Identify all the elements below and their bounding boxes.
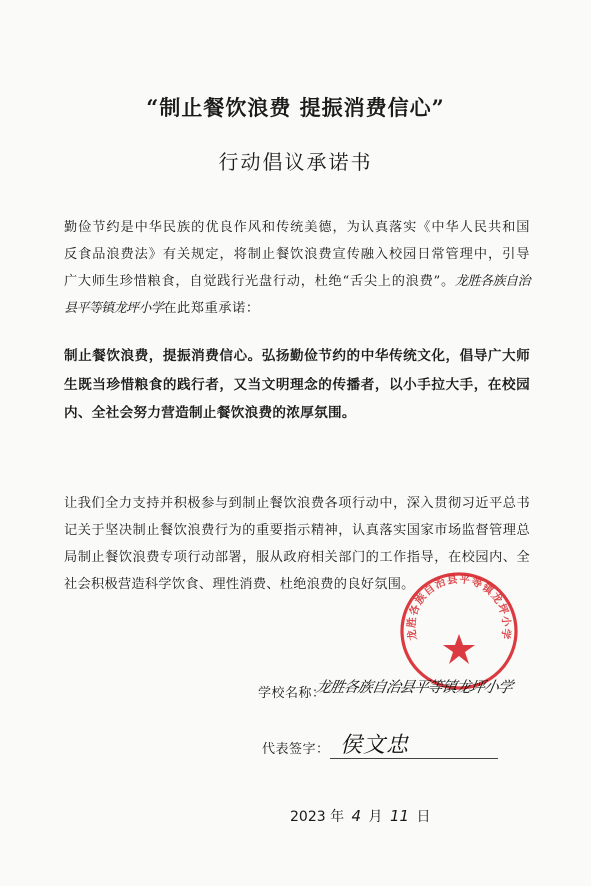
date-month-unit: 月 [368, 809, 383, 825]
official-seal-icon [398, 570, 520, 692]
school-name-label: 学校名称： [258, 686, 326, 701]
date-month: 4 [351, 807, 362, 825]
school-name-handwritten: 龙胜各族自治县平等镇龙坪小学 [314, 678, 514, 696]
representative-signature-label: 代表签字： [262, 742, 330, 757]
document-date [290, 806, 431, 826]
representative-signature: 侯文忠 [340, 733, 410, 758]
paragraph-intro-text: 勤俭节约是中华民族的优良作风和传统美德，为认真落实《中华人民共和国反食品浪费法》有关规定，将制止餐饮浪费宣传融入校园日常管理中，引导广大师生珍惜粮食，自觉践行光盘行动，杜绝“舌尖上的浪费”。 [64, 220, 530, 289]
handwritten-school-name-inline: 龙胜各族自治县平等镇龙坪小学 [64, 274, 530, 316]
document-title: “制止餐饮浪费 提振消费信心” [146, 95, 445, 120]
date-day-unit: 日 [416, 809, 431, 825]
paragraph-commitment: 制止餐饮浪费，提振消费信心。弘扬勤俭节约的中华传统文化，倡导广大师生既当珍惜粮食的践行者，又当文明理念的传播者，以小手拉大手，在校园内、全社会努力营造制止餐饮浪费的浓厚氛围。 [64, 348, 530, 421]
paragraph-intro-promise: 在此郑重承诺： [163, 301, 260, 316]
signature-underline [330, 758, 498, 759]
date-year-unit: 年 [330, 809, 345, 825]
svg-text:龙胜各族自治县平等镇龙坪小学: 龙胜各族自治县平等镇龙坪小学 [405, 573, 513, 642]
date-day: 11 [390, 807, 410, 825]
document-subtitle: 行动倡议承诺书 [218, 150, 373, 174]
paragraph-call-to-action: 让我们全力支持并积极参与到制止餐饮浪费各项行动中，深入贯彻习近平总书记关于坚决制止餐饮浪费行为的重要指示精神，认真落实国家市场监督管理总局制止餐饮浪费专项行动部署，服从政府相关部门的工作指导，在校园内、全社会积极营造科学饮食、理性消费、杜绝浪费的良好氛围。 [64, 496, 530, 592]
date-year: 2023 [290, 809, 326, 825]
paragraph-intro [64, 214, 530, 322]
